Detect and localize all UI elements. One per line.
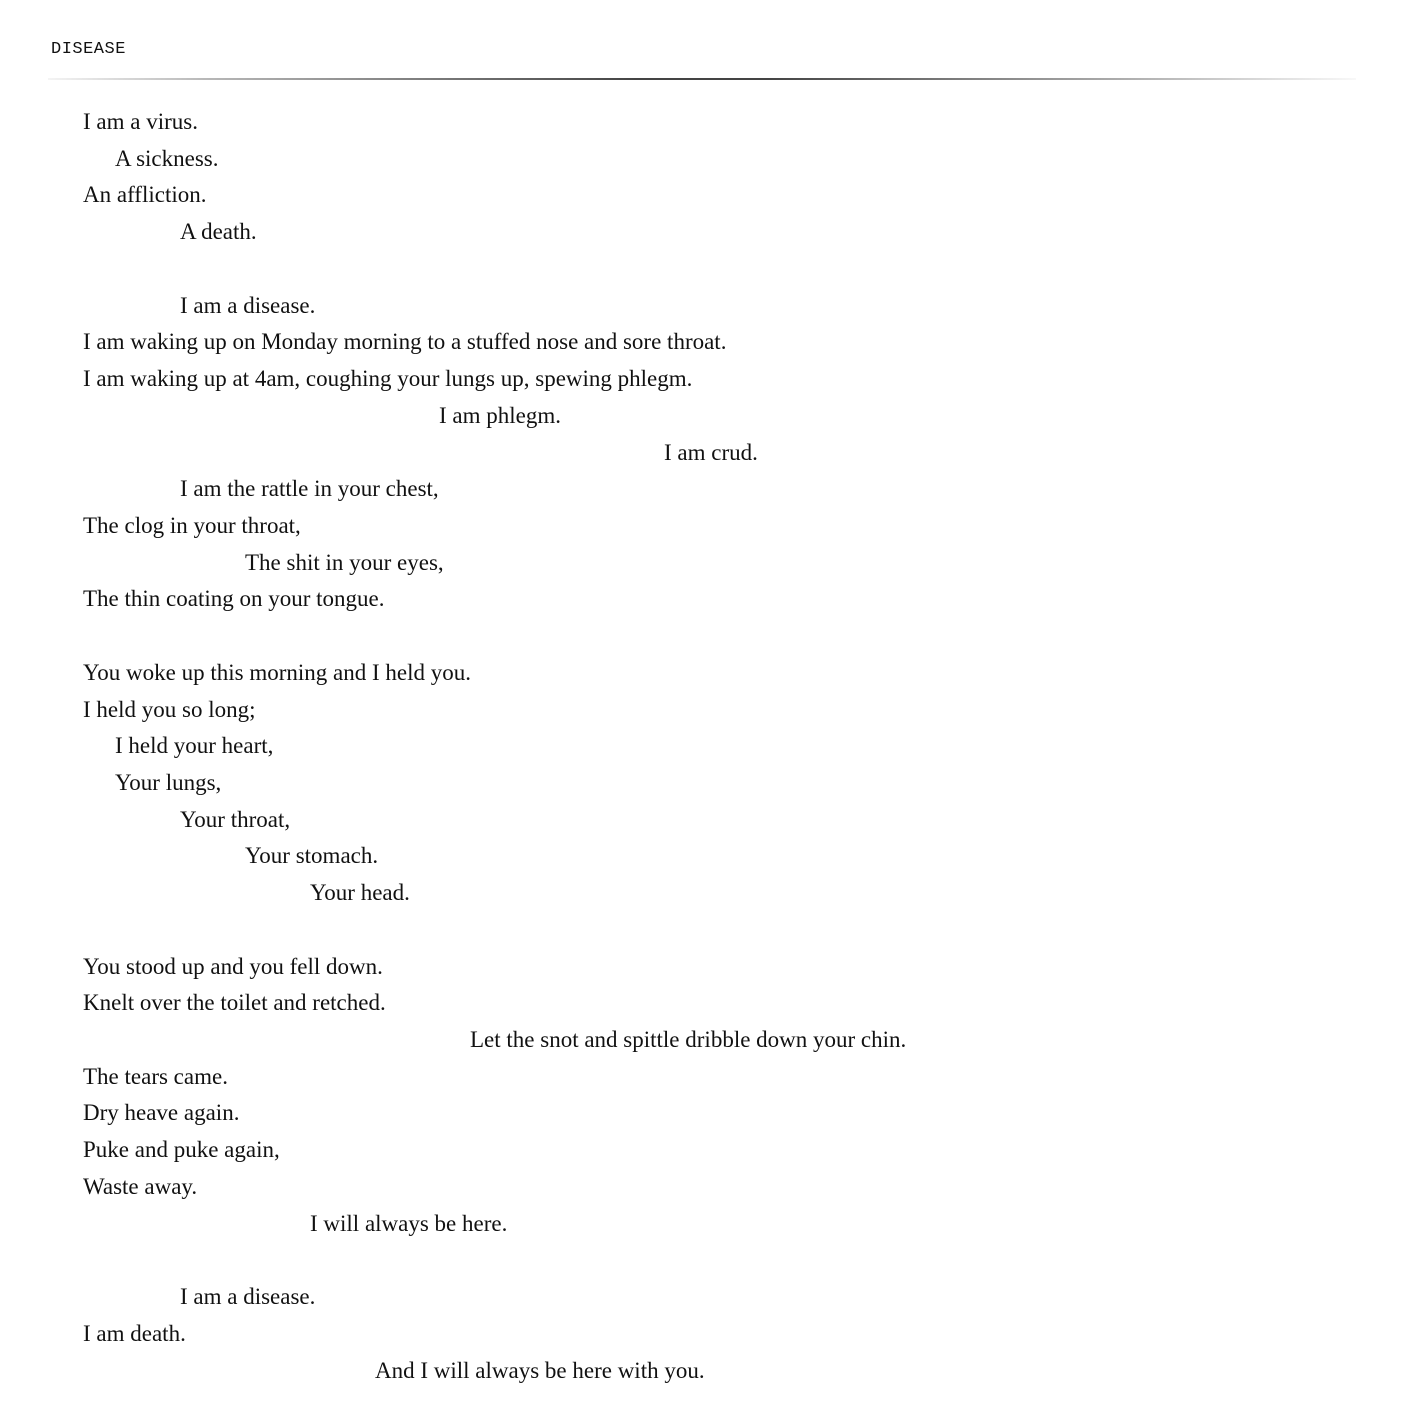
poem-line: I am crud. xyxy=(664,440,758,465)
poem-line: Waste away. xyxy=(83,1174,198,1199)
poem-line: A death. xyxy=(180,219,257,244)
poem-line: The thin coating on your tongue. xyxy=(83,586,385,611)
poem-line: The clog in your throat, xyxy=(83,513,301,538)
poem-line: I held you so long; xyxy=(83,697,256,722)
poem-line: I held your heart, xyxy=(115,733,274,758)
poem-line: I am waking up at 4am, coughing your lungs up, spewing phlegm. xyxy=(83,366,693,391)
document-title: DISEASE xyxy=(51,40,126,59)
poem-line: Dry heave again. xyxy=(83,1100,240,1125)
poem-line: I am the rattle in your chest, xyxy=(180,476,439,501)
poem-line: You stood up and you fell down. xyxy=(83,954,383,979)
poem-line: You woke up this morning and I held you. xyxy=(83,660,472,685)
poem-line: I am waking up on Monday morning to a stuffed nose and sore throat. xyxy=(83,329,727,354)
poem-line: Puke and puke again, xyxy=(83,1137,280,1162)
poem-line: Your lungs, xyxy=(115,770,222,795)
poem-line: An affliction. xyxy=(83,182,207,207)
poem-line: And I will always be here with you. xyxy=(375,1358,705,1383)
poem-line: I am a disease. xyxy=(180,293,316,318)
poem-line: The tears came. xyxy=(83,1064,228,1089)
poem-line: A sickness. xyxy=(115,146,219,171)
poem-line: I am a virus. xyxy=(83,109,198,134)
poem-line: I am death. xyxy=(83,1321,186,1346)
poem-line: Knelt over the toilet and retched. xyxy=(83,990,386,1015)
poem-line: Your head. xyxy=(310,880,410,905)
poem-line: Your stomach. xyxy=(245,843,379,868)
poem-line: I am phlegm. xyxy=(439,403,561,428)
poem-line: Your throat, xyxy=(180,807,291,832)
poem-line: I will always be here. xyxy=(310,1211,508,1236)
poem-line: The shit in your eyes, xyxy=(245,550,444,575)
poem-line: Let the snot and spittle dribble down your chin. xyxy=(470,1027,907,1052)
poem-line: I am a disease. xyxy=(180,1284,316,1309)
